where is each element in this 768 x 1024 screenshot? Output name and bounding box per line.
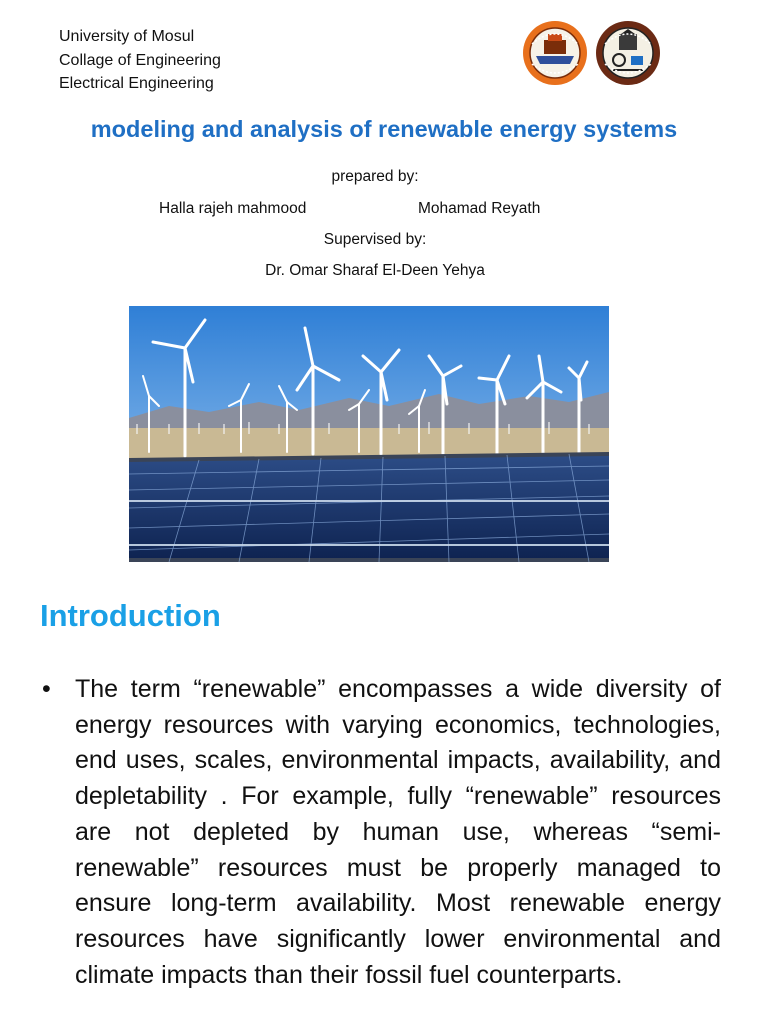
- university-seal-icon: [522, 20, 588, 86]
- department-name: Electrical Engineering: [59, 75, 214, 92]
- institution-block: [59, 25, 221, 96]
- college-seal-icon: [595, 20, 661, 86]
- introduction-paragraph: The term “renewable” encompasses a wide diversity of energy resources with varying economics, technologies, end uses, scales, environmental impacts, availability, and depletability . For example, fully “renewable” resources are not depleted by human use, whereas “semi-renewable” resources must be properly managed to ensure long-term availability. Most renewable energy resources have significantly lower environmental and climate impacts than their fossil fuel counterparts.: [75, 675, 721, 989]
- presentation-title: modeling and analysis of renewable energy systems: [90, 116, 678, 142]
- supervisor-name: Dr. Omar Sharaf El-Deen Yehya: [265, 262, 485, 279]
- section-heading-introduction: Introduction: [40, 598, 221, 633]
- author-2: Mohamad Reyath: [418, 200, 541, 217]
- prepared-by-label: prepared by:: [331, 168, 419, 185]
- bullet-marker: •: [42, 675, 51, 703]
- author-1: Halla rajeh mahmood: [159, 200, 307, 217]
- university-name: University of Mosul: [59, 28, 195, 45]
- wind-turbines-solar-panels-image: [129, 306, 609, 562]
- college-name: Collage of Engineering: [59, 51, 221, 69]
- supervised-by-label: Supervised by:: [323, 231, 427, 248]
